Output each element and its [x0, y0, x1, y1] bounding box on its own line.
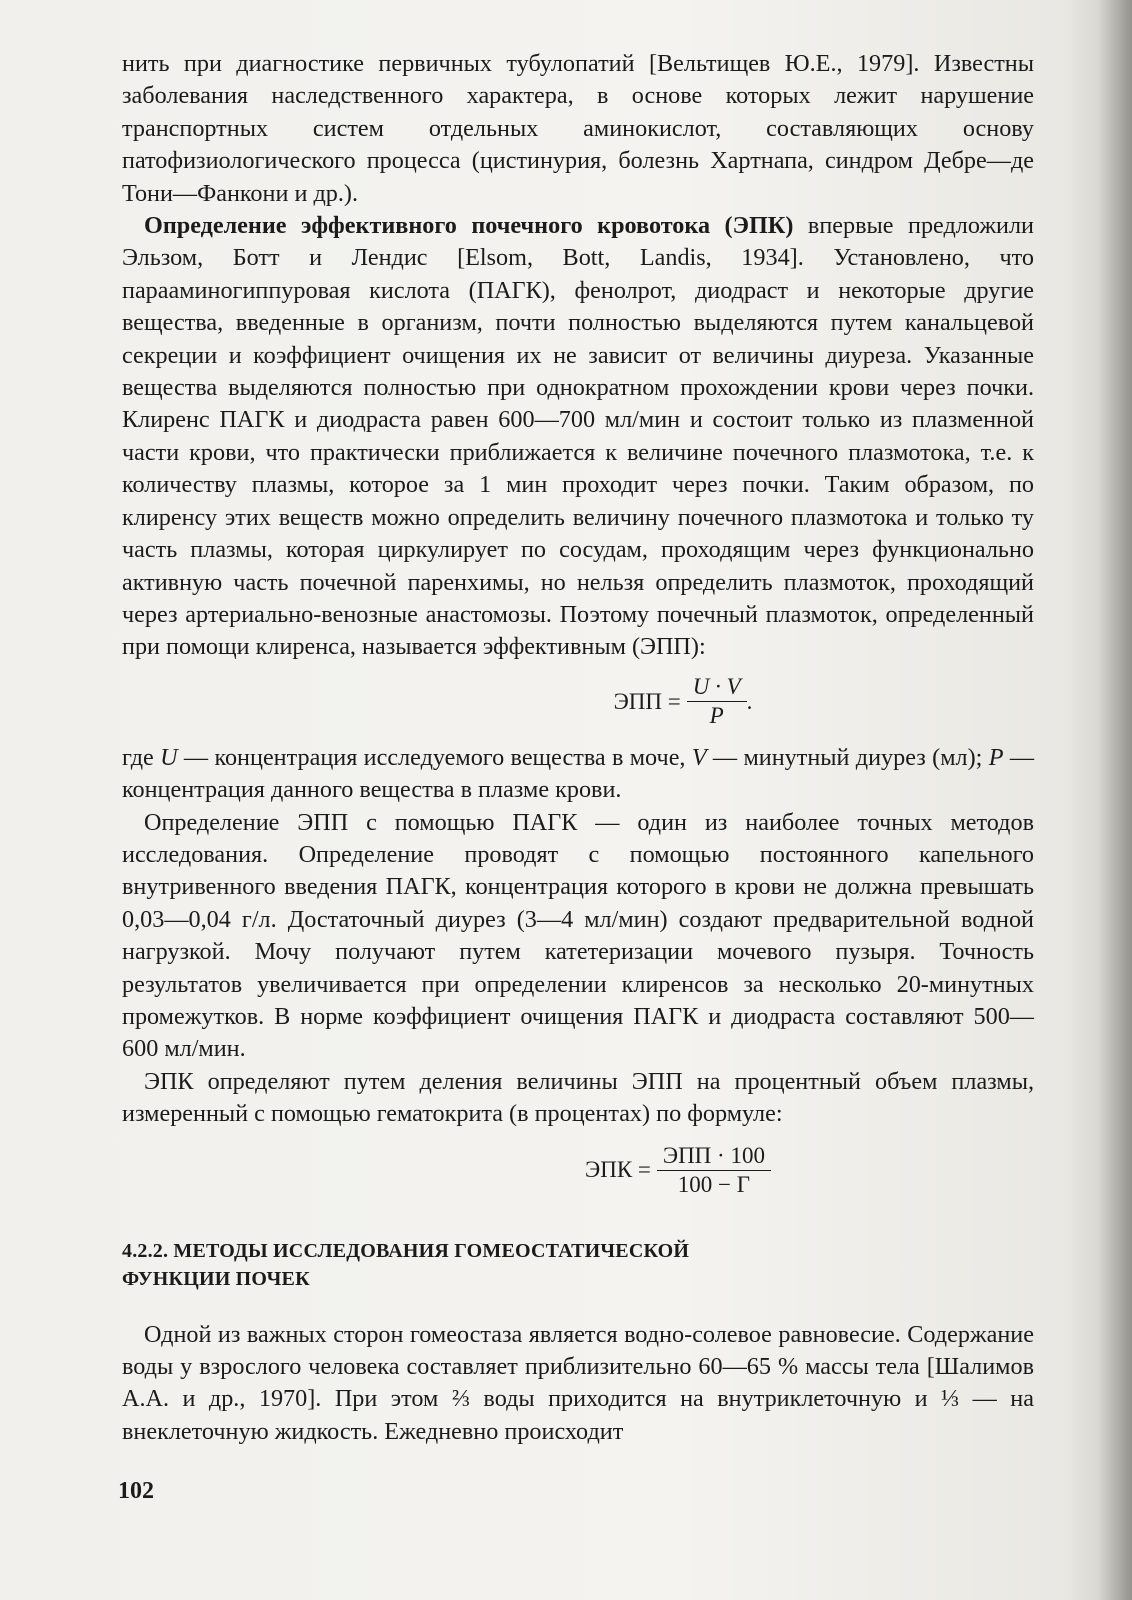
- formula-epp-tail: .: [746, 688, 753, 714]
- paragraph-epk-intro: [122, 210, 1034, 664]
- formula-epk-numerator: ЭПП · 100: [657, 1144, 771, 1171]
- where-text-c: — минутный диурез (мл);: [706, 743, 989, 771]
- paragraph-epk-formula-intro: ЭПК определяют путем деления величины ЭПП на процентный объем плазмы, измеренный с помощью гематокрита (в процентах) по формуле:: [122, 1067, 1034, 1128]
- formula-epp-numerator: U · V: [687, 675, 747, 702]
- paragraph-epk-text: впервые предложили Эльзом, Ботт и Лендис [Elsom, Bott, Landis, 1934]. Установлено, что парааминогиппуровая кислота (ПАГК), фенолрот, диодраст и некоторые другие вещества, введенные в организм, почти полностью выделяются путем канальцевой секреции и коэффициент очищения их не зависит от величины диуреза. Указанные вещества выделяются полностью при однократном прохождении крови через почки. Клиренс ПАГК и диодраста равен 600—700 мл/мин и состоит только из плазменной части крови, что практически приближается к величине почечного плазмотока, т.е. к количеству плазмы, которое за 1 мин проходит через почки. Таким образом, по клиренсу этих веществ можно определить величину почечного плазмотока и только ту часть плазмы, которая циркулирует по сосудам, проходящим через функционально активную часть почечной паренхимы, но нельзя определить плазмоток, проходящий через артериально-венозные анастомозы. Поэтому почечный плазмоток, определенный при помощи клиренса, называется эффективным (ЭПП):: [122, 212, 1034, 661]
- where-text-a: где: [122, 743, 161, 771]
- paragraph-continued: нить при диагностике первичных тубулопатий [Вельтищев Ю.Е., 1979]. Известны заболевания наследственного характера, в основе которых лежит нарушение транспортных систем отдельных аминокислот, составляющих основу патофизиологического процесса (цистинурия, болезнь Хартнапа, синдром Дебре—де Тони—Фанкони и др.).: [122, 50, 1034, 207]
- formula-epp-denominator: P: [709, 703, 724, 729]
- formula-epp-fraction: [687, 675, 747, 728]
- paragraph-where: [122, 742, 1034, 807]
- formula-epk-lhs: ЭПК =: [585, 1157, 651, 1183]
- page-edge-shadow: [1098, 0, 1132, 1600]
- page-content: [122, 48, 1034, 1448]
- page-number: 102: [118, 1478, 154, 1504]
- var-v: V: [691, 743, 707, 771]
- formula-epk-denominator: 100 − Г: [677, 1172, 751, 1198]
- section-heading-line1: 4.2.2. МЕТОДЫ ИССЛЕДОВАНИЯ ГОМЕОСТАТИЧЕСКОЙ: [122, 1239, 690, 1262]
- var-u: U: [160, 743, 178, 771]
- section-heading-line2: ФУНКЦИИ ПОЧЕК: [122, 1267, 310, 1290]
- formula-epp-lhs: ЭПП =: [613, 688, 681, 714]
- where-text-d: — концентрация данного вещества в плазме крови.: [122, 743, 1035, 804]
- term-epk: Определение эффективного почечного кровотока (ЭПК): [144, 212, 794, 240]
- formula-epk-fraction: [657, 1144, 771, 1197]
- paragraph-epp-method: Определение ЭПП с помощью ПАГК — один из наиболее точных методов исследования. Определение проводят с помощью постоянного капельного внутривенного введения ПАГК, концентрация которого в крови не должна превышать 0,03—0,04 г/л. Достаточный диурез (3—4 мл/мин) создают предварительной водной нагрузкой. Мочу получают путем катетеризации мочевого пузыря. Точность результатов увеличивается при определении клиренсов за несколько 20-минутных промежутков. В норме коэффициент очищения ПАГК и диодраста составляют 500—600 мл/мин.: [122, 808, 1034, 1063]
- formula-epk: [322, 1145, 1034, 1197]
- formula-epp: [332, 676, 1034, 728]
- paragraph-homeostasis: Одной из важных сторон гомеостаза является водно-солевое равновесие. Содержание воды у взрослого человека составляет приблизительно 60—65 % массы тела [Шалимов А.А. и др., 1970]. При этом ⅔ воды приходится на внутриклеточную и ⅓ — на внеклеточную жидкость. Ежедневно происходит: [122, 1320, 1034, 1445]
- var-p: P: [988, 743, 1004, 771]
- where-text-b: — концентрация исследуемого вещества в моче,: [177, 743, 692, 771]
- section-heading: [122, 1237, 1034, 1293]
